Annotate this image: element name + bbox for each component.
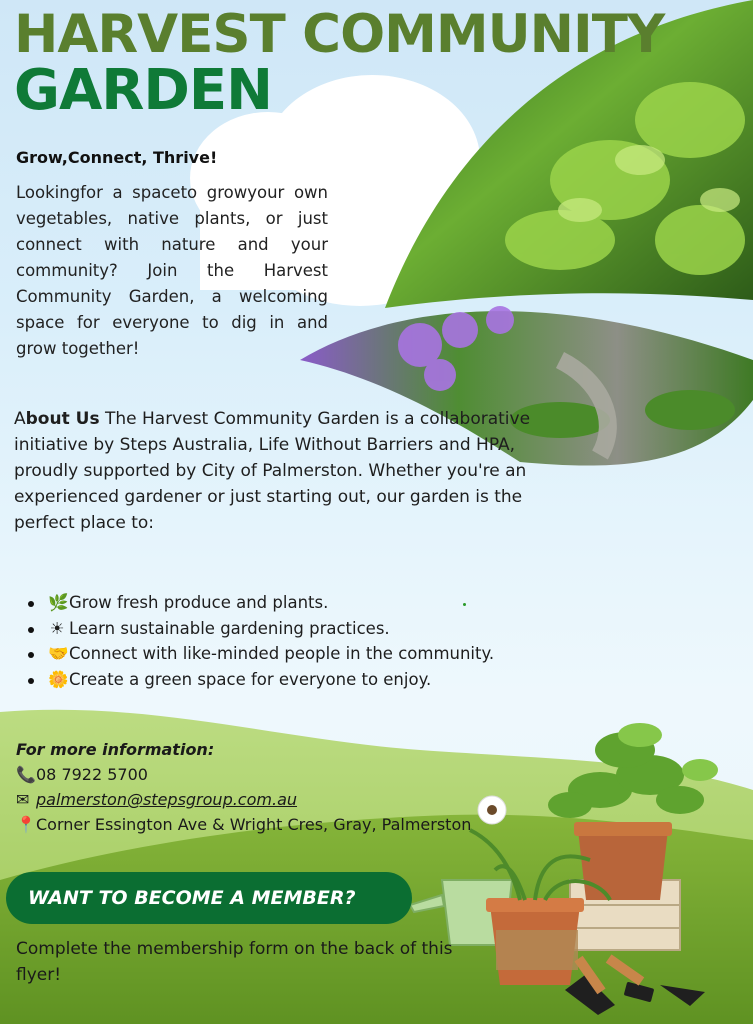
contact-phone-row bbox=[16, 762, 471, 787]
about-us-paragraph bbox=[14, 406, 554, 536]
decorative-dot bbox=[463, 603, 466, 606]
membership-instruction: Complete the membership form on the back of this flyer! bbox=[16, 939, 453, 985]
list-item bbox=[28, 590, 494, 616]
contact-block bbox=[16, 737, 471, 837]
phone-number[interactable]: 08 7922 5700 bbox=[36, 765, 148, 784]
sun-icon: ☀ bbox=[49, 618, 65, 638]
email-link[interactable]: palmerston@stepsgroup.com.au bbox=[36, 790, 298, 809]
become-member-banner bbox=[6, 872, 412, 924]
about-us-heading: bout Us bbox=[25, 409, 100, 429]
list-item bbox=[28, 616, 494, 642]
contact-address-row bbox=[16, 812, 471, 837]
cta-label: WANT TO BECOME A MEMBER? bbox=[28, 887, 356, 909]
about-lead-plain: A bbox=[14, 409, 26, 429]
envelope-icon: ✉ bbox=[16, 790, 30, 809]
page-title-line-2: GARDEN bbox=[14, 58, 273, 123]
benefit-text: Connect with like-minded people in the community. bbox=[69, 644, 495, 663]
benefit-text: Grow fresh produce and plants. bbox=[69, 593, 329, 612]
page-title-line-1: HARVEST COMMUNITY bbox=[14, 4, 665, 65]
about-us-body: The Harvest Community Garden is a collaborative initiative by Steps Australia, Life Without Barriers and HPA, proudly supported by City of Palmerston. Whether you're an experienced gardener or just starting out, our garden is the perfect place to: bbox=[14, 409, 531, 533]
handshake-icon: 🤝 bbox=[48, 644, 69, 663]
daisy-flower bbox=[478, 796, 506, 824]
phone-icon: 📞 bbox=[16, 765, 36, 784]
benefits-list bbox=[28, 590, 494, 692]
map-pin-icon: 📍 bbox=[16, 815, 36, 834]
herb-icon: 🌿 bbox=[48, 593, 69, 612]
benefit-text: Create a green space for everyone to enjoy. bbox=[69, 669, 432, 689]
address-text: Corner Essington Ave & Wright Cres, Gray, Palmerston bbox=[36, 815, 472, 834]
contact-email-row bbox=[16, 787, 471, 812]
contact-heading: For more information: bbox=[16, 740, 215, 759]
intro-paragraph: Lookingfor a spaceto growyour own vegetables, native plants, or just connect with nature and your community? Join the Harvest Community Garden, a welcoming space for everyone to dig in and grow together! bbox=[16, 183, 328, 358]
flower-icon: 🌼 bbox=[48, 669, 69, 689]
tagline: Grow,Connect, Thrive! bbox=[16, 148, 218, 167]
benefit-text: Learn sustainable gardening practices. bbox=[69, 618, 390, 638]
list-item bbox=[28, 667, 494, 693]
list-item bbox=[28, 641, 494, 667]
